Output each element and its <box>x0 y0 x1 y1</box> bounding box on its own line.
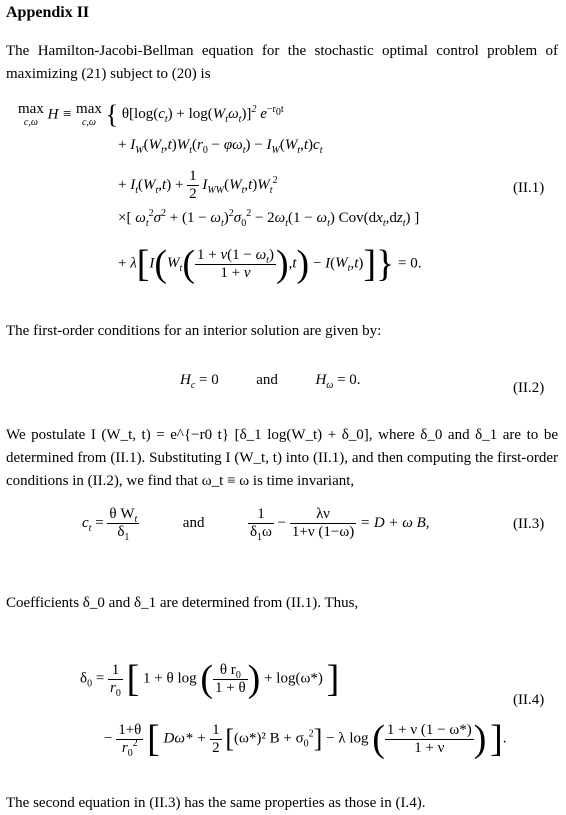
section-heading: Appendix II <box>6 4 90 21</box>
equation-II1-line2: + $I_W(W_t,t)W_t(r_0 - \varphi\omega_t) - I_W(W_t,t)c_t$ <box>118 137 323 156</box>
max-operator: max c,ω <box>18 101 44 128</box>
paragraph-first-order: The first-order conditions for an interior solution are given by: <box>6 323 382 339</box>
equation-II1-line3: + $I_t(W_t,t)$ + $\frac{1}{2}$ $I_{WW}(W_t,t)W_t^2$ <box>118 168 278 202</box>
equation-label-II3: (II.3) <box>513 516 545 532</box>
equation-label-II1: (II.1) <box>513 180 545 196</box>
utility-term: $\theta[\log(c_t) + \log(W_t\omega_t)]^2$ <box>121 104 257 126</box>
equation-II4-line1: $\delta_0$ = $\frac{1}{r_0}$ [ 1 + θ log ( $\frac{\theta r_0}{1 + \theta}$ ) + log(ω*) ] <box>80 658 340 700</box>
equation-II1-line5: + $\lambda[I(W_t$( $\frac{1 + \nu(1 - \omega_t)}{1 + \nu}$ )$,t) - I(W_t,t)]\} = 0$. <box>118 243 422 285</box>
equation-II1-line4: ×[ $\omega_t^2\sigma^2 + (1 - \omega_t)^2\sigma_0^2 - 2\omega_t(1 - \omega_t)$ $Cov(dx_t,dz_t)$ ] <box>118 208 420 229</box>
equation-II2: $H_c = 0$ and $H_\omega = 0$. <box>180 372 361 391</box>
paragraph-postulate: We postulate I (W_t, t) = e^{−r0 t} [δ_1 log(W_t) + δ_0], where δ_0 and δ_1 are to be determined from (II.1). Substituting I (W_t, t) into (II.1), and then computing the first-order conditions in (II.2), we find that ω_t ≡ ω is time invariant, <box>6 427 558 489</box>
paragraph-coefficients: Coefficients δ_0 and δ_1 are determined from (II.1). Thus, <box>6 595 359 611</box>
paragraph-conclusion: The second equation in (II.3) has the same properties as those in (I.4). <box>6 795 426 811</box>
equation-label-II4: (II.4) <box>513 692 545 708</box>
equation-label-II2: (II.2) <box>513 380 545 396</box>
equation-II4-line2: − $\frac{1+\theta}{r_0^2}$ [ Dω* + $\frac{1}{2}$ [(ω*)² $B + \sigma_0^2] - \lambda$ log ( $\frac{1 + \nu (1 - \omega*)}{1 + \nu}$ ) ]. <box>104 718 507 760</box>
equation-II3: $c_t$ = $\frac{\theta W_t}{\delta_1}$ and $\frac{1}{\delta_1\omega}$ − $\frac{\lambda\nu}{1+\nu (1-\omega)}$ = D + ω B, <box>82 506 430 543</box>
equation-II1-line1: max c,ω H ≡ max c,ω { $\theta[\log(c_t) + \log(W_t\omega_t)]^2$ $e^{-r_0t}$ <box>18 100 284 129</box>
paragraph-hjb-intro: The Hamilton-Jacobi-Bellman equation for the stochastic optimal control problem of maximizing (21) subject to (20) is <box>6 43 558 82</box>
